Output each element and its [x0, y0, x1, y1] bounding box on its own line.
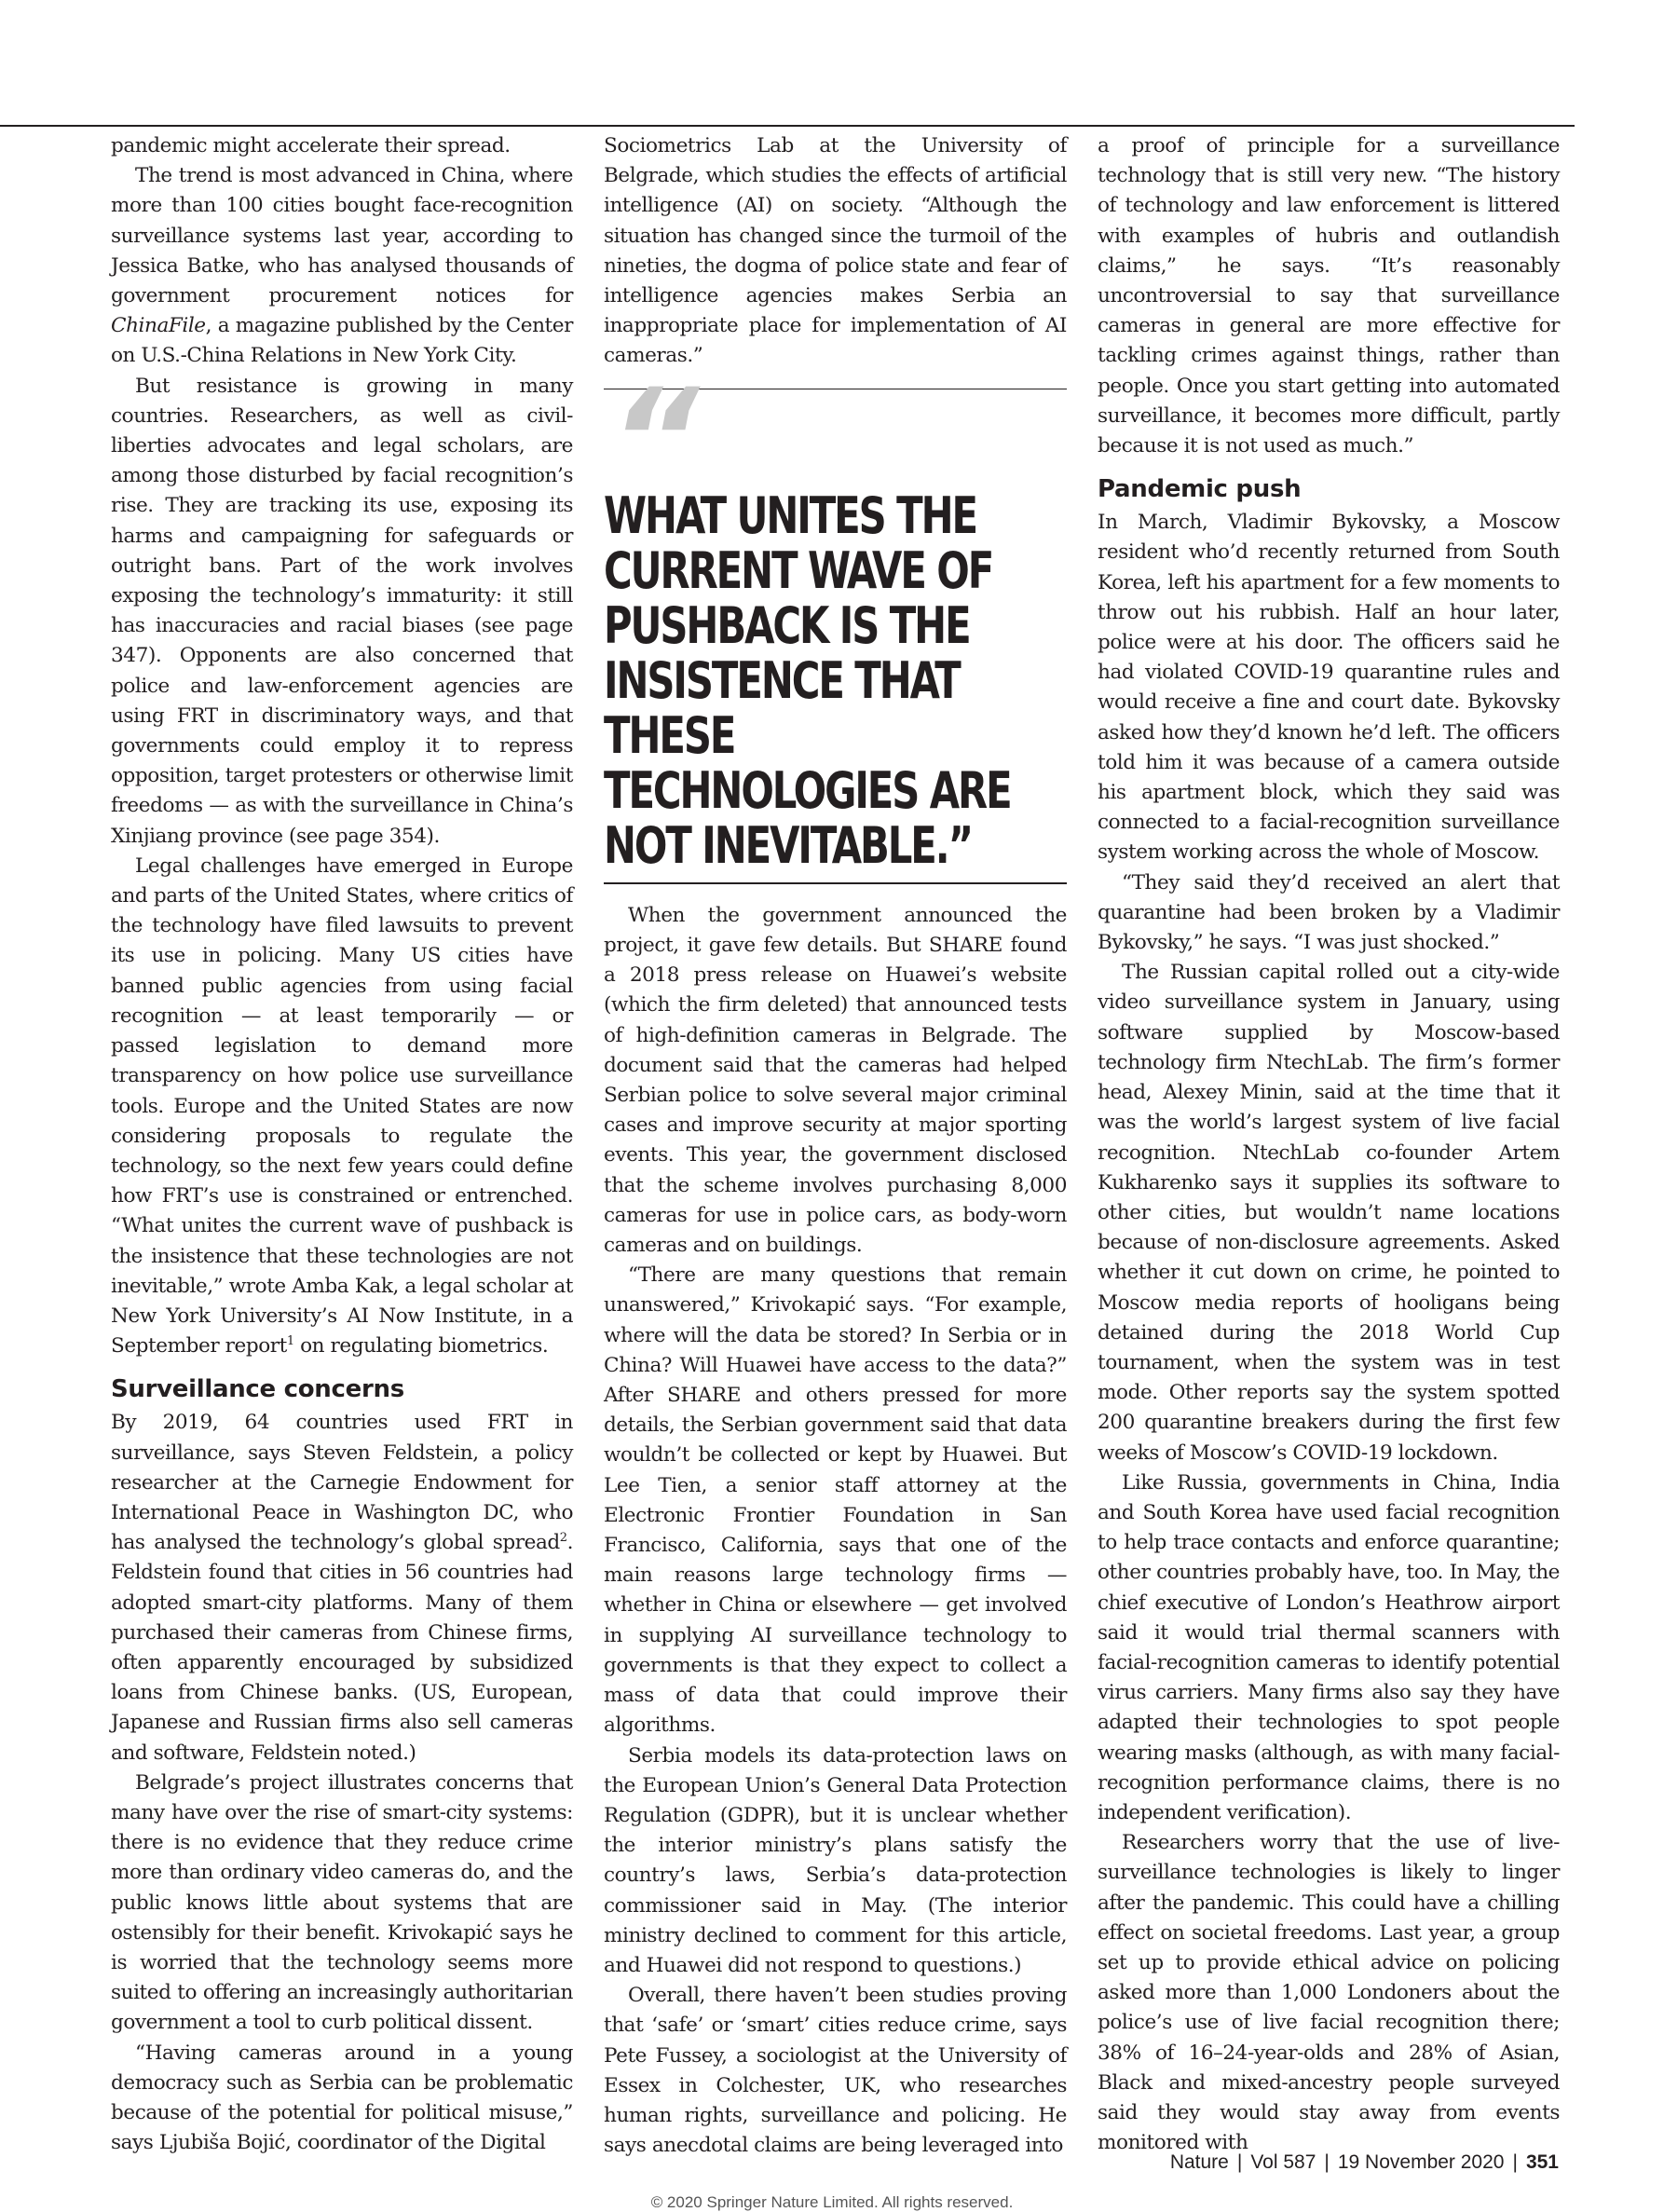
footer-separator: |	[1324, 2151, 1330, 2173]
paragraph: “Having cameras around in a young democracy such as Serbia can be problematic because of the potential for political misuse,” says Ljubiša Bojić, coordinator of the Digital	[111, 2041, 573, 2155]
paragraph: Legal challenges have emerged in Europe and parts of the United States, where critics of the technology have filed lawsuits to prevent its use in policing. Many US cities have banned public agencies from using facial recognition — at least temporarily — or passed legislation to demand more transparency on how police use surveillance tools. Europe and the United States are now considering proposals to regulate the technology, so the next few years could define how FRT’s use is constrained or entrenched. “What unites the current wave of pushback is the insistence that these technologies are not inevitable,” wrote Amba Kak, a legal scholar at New York University’s AI Now Institute, in a September report$^1$ on regulating biometrics.	[111, 853, 573, 1359]
section-heading: Surveillance concerns	[111, 1375, 404, 1404]
journal-name: Nature	[1169, 2151, 1229, 2173]
footer-separator: |	[1512, 2151, 1518, 2173]
paragraph: The trend is most advanced in China, where more than 100 cities bought face-recognition surveillance systems last year, according to Jessica Batke, who has analysed thousands of government procurement notices for ChinaFile, a magazine published by the Center on U.S.-China Relations in New York City.	[111, 164, 573, 368]
pull-quote-bottom-rule	[604, 882, 1067, 884]
paragraph: By 2019, 64 countries used FRT in surveillance, says Steven Feldstein, a policy researcher at the Carnegie Endowment for International Peace in Washington DC, who has analysed the technology’s global spread$^2$. Feldstein found that cities in 56 countries had adopted smart-city platforms. Many of them purchased their cameras from Chinese firms, often apparently encouraged by subsidized loans from Chinese banks. (US, European, Japanese and Russian firms also sell cameras and software, Feldstein noted.)	[111, 1411, 573, 1765]
page-number: 351	[1525, 2151, 1559, 2173]
paragraph: The Russian capital rolled out a city-wide video surveillance system in January, using software supplied by Moscow-based technology firm NtechLab. The firm’s former head, Alexey Minin, said at the time that it was the world’s largest system of live facial recognition. NtechLab co-founder Artem Kukharenko says it supplies its software to other cities, but wouldn’t name locations because of non-disclosure agreements. Asked whether it cut down on crime, he pointed to Moscow media reports of hooligans being detained during the 2018 World Cup tournament, when the system was in test mode. Other reports say the system spotted 200 quarantine breakers during the first few weeks of Moscow’s COVID-19 lockdown.	[1098, 961, 1560, 1465]
section-heading: Pandemic push	[1098, 475, 1302, 504]
paragraph: Researchers worry that the use of live-surveillance technologies is likely to linger after the pandemic. This could have a chilling effect on societal freedoms. Last year, a group set up to provide ethical advice on policing asked more than 1,000 Londoners about the police’s use of live facial recognition there; 38% of 16–24-year-olds and 28% of Asian, Black and mixed-ancestry people surveyed said they would stay away from events monitored with	[1098, 1831, 1560, 2155]
paragraph: When the government announced the project, it gave few details. But SHARE found a 2018 press release on Huawei’s website (which the firm deleted) that announced tests of high-definition cameras in Belgrade. The document said that the cameras had helped Serbian police to solve several major criminal cases and improve security at major sporting events. This year, the government disclosed that the scheme involves purchasing 8,000 cameras for use in police cars, as body-worn cameras and on buildings.	[604, 903, 1067, 1258]
paragraph: Like Russia, governments in China, India and South Korea have used facial recognition to help trace contacts and enforce quarantine; other countries probably have, too. In May, the chief executive of London’s Heathrow airport said it would trial thermal scanners with facial-recognition cameras to identify potential virus carriers. Many firms also say they have adapted their technologies to spot people wearing masks (although, as with many facial-recognition performance claims, there is no independent verification).	[1098, 1470, 1560, 1824]
paragraph: But resistance is growing in many countries. Researchers, as well as civil-liberties advocates and legal scholars, are among those disturbed by facial recognition’s rise. They are tracking its use, exposing its harms and campaigning for safeguards or outright bans. Part of the work involves exposing the technology’s immaturity: it still has inaccuracies and racial biases (see page 347). Opponents are also concerned that police and law-enforcement agencies are using FRT in discriminatory ways, and that governments could employ it to repress opposition, target protesters or otherwise limit freedoms — as with the surveillance in China’s Xinjiang province (see page 354).	[111, 374, 573, 848]
reference-superscript: 2	[559, 1530, 567, 1545]
issue-date: 19 November 2020	[1337, 2151, 1505, 2173]
column-3	[1098, 131, 1560, 2158]
paragraph: a proof of principle for a surveillance technology that is still very new. “The history of technology and law enforcement is littered with examples of hubris and outlandish claims,” he says. “It’s reasonably uncontroversial to say that surveillance cameras in general are more effective for tackling crimes against things, rather than people. Once you start getting into automated surveillance, it becomes more difficult, partly because it is not used as much.”	[1098, 134, 1560, 458]
column-2	[604, 131, 1067, 2161]
paragraph: In March, Vladimir Bykovsky, a Moscow resident who’d recently returned from South Korea, left his apartment for a few moments to throw out his rubbish. Half an hour later, police were at his door. The officers said he had violated COVID-19 quarantine rules and would receive a fine and court date. Bykovsky asked how they’d known he’d left. The officers told him it was because of a camera outside his apartment block, which they said was connected to a facial-recognition surveillance system working across the whole of Moscow.	[1098, 511, 1560, 865]
paragraph: pandemic might accelerate their spread.	[111, 134, 511, 157]
paragraph: Serbia models its data-protection laws on the European Union’s General Data Protection Regulation (GDPR), but it is unclear whether the interior ministry’s plans satisfy the country’s laws, Serbia’s data-protection commissioner said in May. (The interior ministry declined to comment for this article, and Huawei did not respond to questions.)	[604, 1743, 1067, 1977]
paragraph: Overall, there haven’t been studies proving that ‘safe’ or ‘smart’ cities reduce crime, says Pete Fussey, a sociologist at the University of Essex in Colchester, UK, who researches human rights, surveillance and policing. He says anecdotal claims are being leveraged into	[604, 1984, 1067, 2158]
volume: Vol 587	[1250, 2151, 1316, 2173]
top-rule	[0, 125, 1575, 127]
reference-superscript: 1	[286, 1333, 294, 1348]
quote-mark-icon: “	[609, 360, 683, 523]
copyright-notice: © 2020 Springer Nature Limited. All rights reserved.	[650, 2193, 1014, 2211]
paragraph: Belgrade’s project illustrates concerns that many have over the rise of smart-city systems: there is no evidence that they reduce crime more than ordinary video cameras do, and the public knows little about systems that are ostensibly for their benefit. Krivokapić says he is worried that the technology seems more suited to offering an increasingly authoritarian government a tool to curb political dissent.	[111, 1770, 573, 2035]
page-footer	[1170, 2151, 1559, 2174]
column-1	[111, 131, 573, 2158]
pull-quote-text: WHAT UNITES THE CURRENT WAVE OF PUSHBACK IS THE INSISTENCE THAT THESE TECHNOLOGIES ARE NOT INEVITABLE.”	[604, 486, 1011, 876]
paragraph: “There are many questions that remain unanswered,” Krivokapić says. “For example, where will the data be stored? In Serbia or in China? Will Huawei have access to the data?” After SHARE and others pressed for more details, the Serbian government said that data wouldn’t be collected or kept by Huawei. But Lee Tien, a senior staff attorney at the Electronic Frontier Foundation in San Francisco, California, says that one of the main reasons large technology firms — whether in China or elsewhere — get involved in supplying AI surveillance technology to governments is that they expect to collect a mass of data that could improve their algorithms.	[604, 1263, 1067, 1738]
pull-quote	[604, 360, 1067, 884]
footer-separator: |	[1236, 2151, 1243, 2173]
paragraph: Sociometrics Lab at the University of Belgrade, which studies the effects of artificial intelligence (AI) on society. “Although the situation has changed since the turmoil of the nineties, the dogma of police state and fear of intelligence agencies makes Serbia an inappropriate place for implementation of AI cameras.”	[604, 134, 1067, 368]
paragraph: “They said they’d received an alert that quarantine had been broken by a Vladimir Bykovsky,” he says. “I was just shocked.”	[1098, 870, 1560, 955]
